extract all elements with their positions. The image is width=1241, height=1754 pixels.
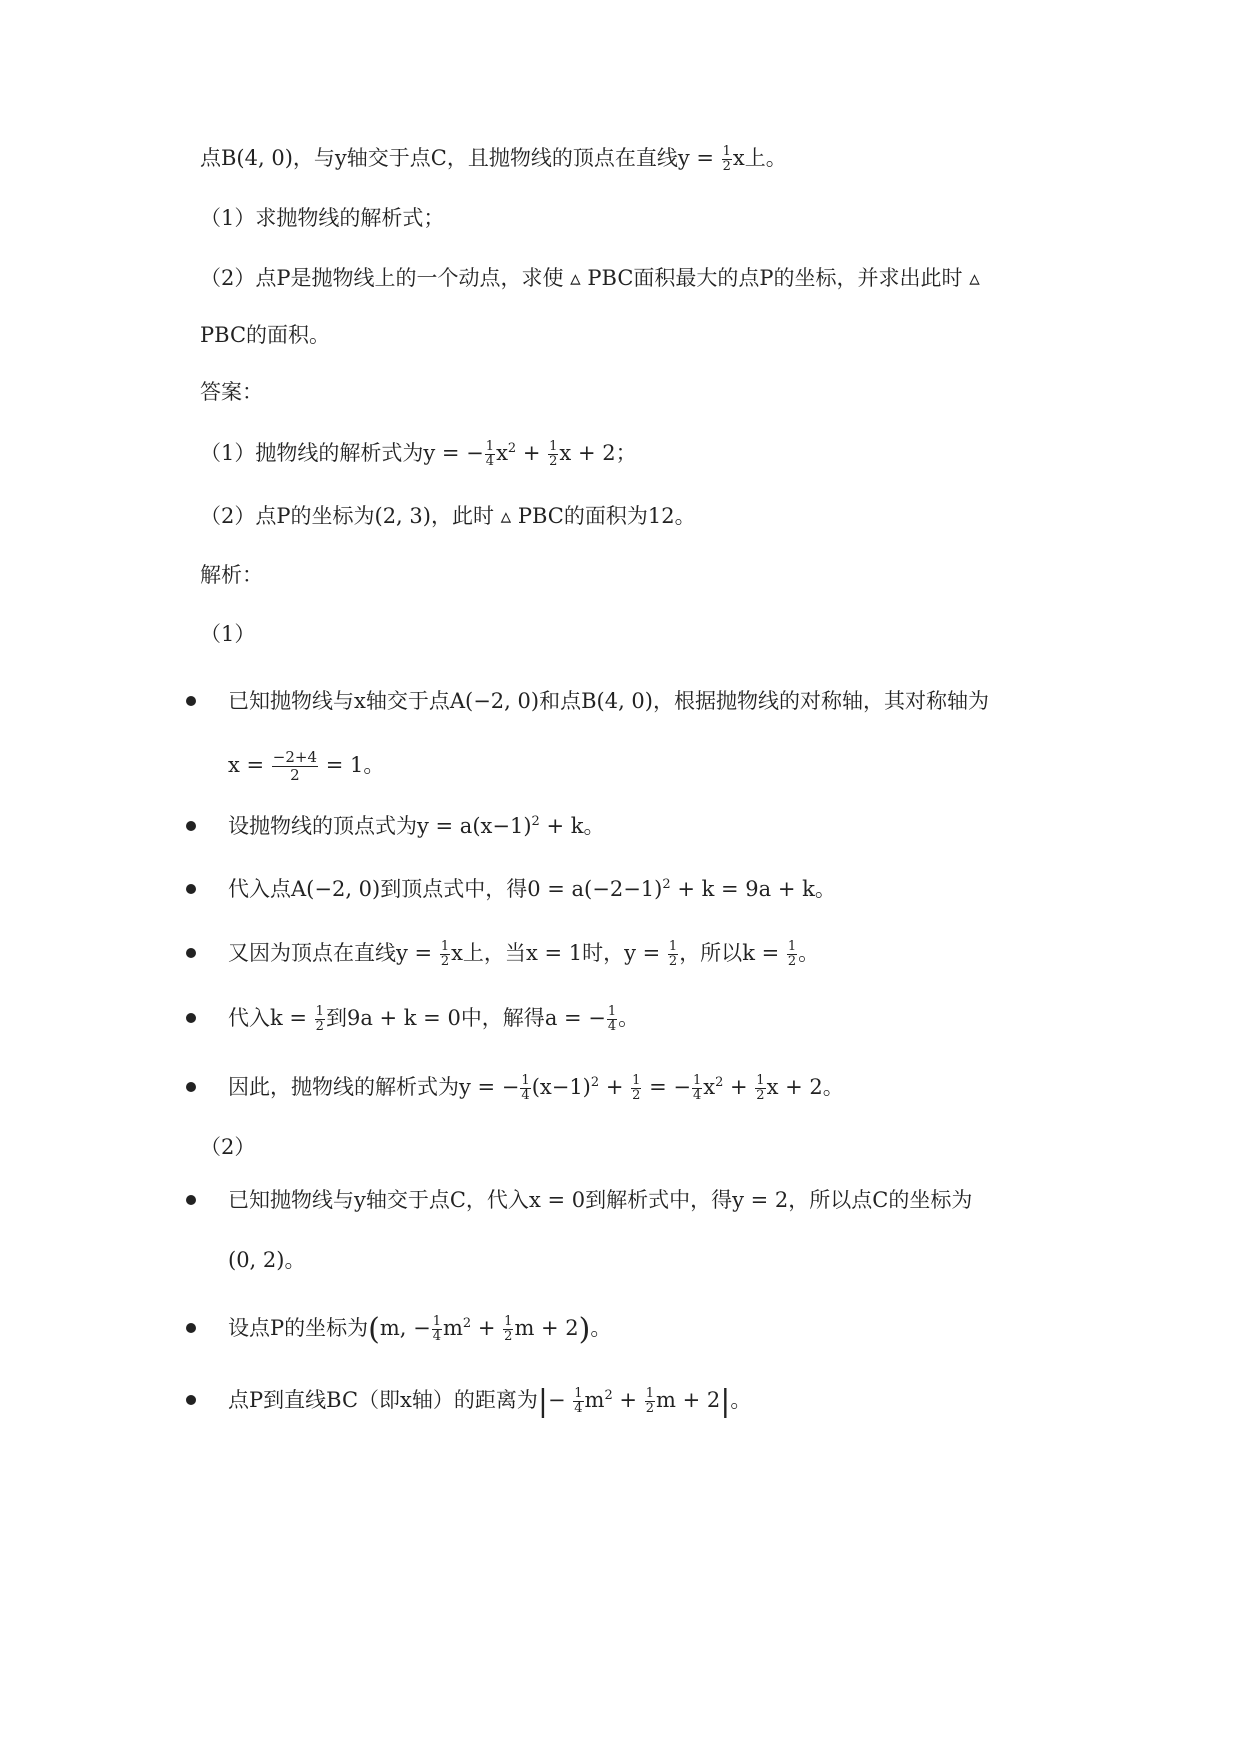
bullet-icon xyxy=(186,884,196,894)
fraction: $\frac{1}{2}$ xyxy=(722,144,731,174)
part-1-label: （1） xyxy=(200,622,256,646)
analysis-step-2: 设抛物线的顶点式为$y = a(x-1)^2 + k$。 xyxy=(228,814,605,838)
bullet-icon xyxy=(186,948,196,958)
analysis-step-5: 代入k = $\frac{1}{2}$ 到9a + k = 0中，解得a = − $\frac{1}{4}$ 。 xyxy=(228,1004,640,1034)
fraction: $\frac{1}{4}$ xyxy=(574,1386,583,1416)
analysis-step-4: 又因为顶点在直线y = $\frac{1}{2}$ x上，当x = 1时，y = $\frac{1}{2}$ ，所以k = $\frac{1}{2}$ 。 xyxy=(228,939,820,969)
fraction: $\frac{1}{2}$ xyxy=(549,439,558,469)
question-2: （2）点P是抛物线上的一个动点，求使 ▵ PBC面积最大的点P的坐标，并求出此时 ▵ xyxy=(200,266,980,290)
analysis-step-1-continuation: x = $\frac{-2+4}{2}$ = 1。 xyxy=(228,748,385,784)
answer-2: （2）点P的坐标为(2, 3)，此时 ▵ PBC的面积为12。 xyxy=(200,504,696,528)
fraction: $\frac{1}{2}$ xyxy=(315,1004,324,1034)
fraction: $\frac{1}{4}$ xyxy=(485,439,495,469)
bullet-icon xyxy=(186,1013,196,1023)
bullet-icon xyxy=(186,1082,196,1092)
fraction: $\frac{1}{4}$ xyxy=(521,1073,530,1103)
fraction: $\frac{1}{2}$ xyxy=(504,1314,513,1344)
fraction: $\frac{1}{2}$ xyxy=(787,939,797,969)
bullet-icon xyxy=(186,1395,196,1405)
bullet-icon xyxy=(186,821,196,831)
fraction: $\frac{1}{4}$ xyxy=(692,1073,702,1103)
fraction: $\frac{1}{2}$ xyxy=(668,939,678,969)
fraction: $\frac{1}{4}$ xyxy=(432,1314,441,1344)
analysis-step-9: 点P到直线BC（即x轴）的距离为|− $\frac{1}{4}$ $m^2$ + $\frac{1}{2}$ m + 2|。 xyxy=(228,1384,752,1419)
fraction: $\frac{1}{2}$ xyxy=(632,1073,641,1103)
answer-heading: 答案： xyxy=(200,380,263,404)
fraction: $\frac{1}{2}$ xyxy=(645,1386,654,1416)
analysis-step-3: 代入点A(−2, 0)到顶点式中，得$0 = a(-2-1)^2 + k = 9a + k$。 xyxy=(228,877,836,901)
fraction: $\frac{1}{2}$ xyxy=(756,1073,765,1103)
answer-1: （1）抛物线的解析式为y = − $\frac{1}{4}$ $x^2$ + $\frac{1}{2}$ x + 2； xyxy=(200,439,637,469)
problem-line-1: 点B(4, 0)，与y轴交于点C，且抛物线的顶点在直线y = $\frac{1}{2}$ x上。 xyxy=(200,144,787,174)
bullet-icon xyxy=(186,696,196,706)
bullet-icon xyxy=(186,1323,196,1333)
bullet-icon xyxy=(186,1195,196,1205)
fraction: $\frac{-2+4}{2}$ xyxy=(272,748,318,784)
analysis-step-1: 已知抛物线与x轴交于点A(−2, 0)和点B(4, 0)，根据抛物线的对称轴，其对称轴为 xyxy=(228,689,989,713)
analysis-step-6: 因此，抛物线的解析式为y = − $\frac{1}{4}$ $(x-1)^2$ + $\frac{1}{2}$ = − $\frac{1}{4}$ $x^2$ + $\frac{1}{2}$ x + 2。 xyxy=(228,1073,844,1103)
analysis-step-7: 已知抛物线与y轴交于点C，代入x = 0到解析式中，得y = 2，所以点C的坐标为 xyxy=(228,1188,973,1212)
analysis-step-8: 设点P的坐标为(m, − $\frac{1}{4}$ $m^2$ + $\frac{1}{2}$ m + 2)。 xyxy=(228,1312,612,1347)
question-1: （1）求抛物线的解析式； xyxy=(200,206,445,230)
fraction: $\frac{1}{4}$ xyxy=(607,1004,617,1034)
analysis-heading: 解析： xyxy=(200,563,263,587)
analysis-step-7-continuation: (0, 2)。 xyxy=(228,1248,306,1272)
question-2-continuation: PBC的面积。 xyxy=(200,323,331,347)
fraction: $\frac{1}{2}$ xyxy=(440,939,450,969)
part-2-label: （2） xyxy=(200,1135,256,1159)
